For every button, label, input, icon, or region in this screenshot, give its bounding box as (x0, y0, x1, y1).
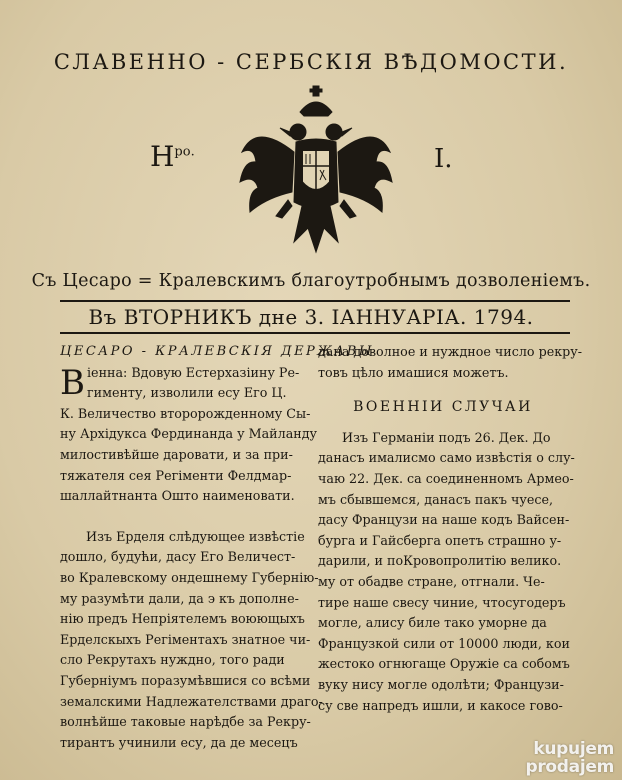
text-line: Изъ Германіи подъ 26. Дек. До (342, 429, 551, 445)
text-line: дана доволное и нуждное число рекру- (318, 344, 583, 359)
rule-bottom (60, 332, 570, 334)
text-line: шаллайтнанта Ошто наименовати. (60, 488, 295, 504)
text-line: тире наше свесу чиние, чтосугодеръ (318, 594, 566, 610)
text-line: товъ цѣло имашися можетъ. (318, 364, 509, 380)
text-line: Губерніумъ поразумѣвшися со всѣми (60, 672, 311, 688)
right-column (318, 342, 583, 716)
watermark-logo (518, 740, 614, 776)
paragraph-gap (60, 507, 308, 527)
text-line: гименту, изволили есу Его Ц. (87, 385, 287, 401)
permission-line: Съ Цесаро = Кралевскимъ благоутробнымъ дозволеніемъ. (31, 271, 591, 291)
issue-label-sup: ро. (174, 144, 195, 160)
text-line: вуку нису могле одолѣти; Французи- (318, 676, 564, 692)
masthead-title: СЛАВЕННО - СЕРБСКІЯ ВѢДОМОСТИ. (53, 50, 569, 74)
text-line: милостивѣйше даровати, и за при- (60, 446, 293, 462)
left-column-heading: ЦЕСАРО - КРАЛЕВСКІЯ ДЕРЖАВЫ (60, 344, 375, 359)
double-headed-eagle-emblem (236, 82, 396, 262)
text-line: тирантъ учинили есу, да де месецъ (60, 734, 298, 750)
watermark-line-2: prodajem (525, 757, 614, 777)
text-line: іенна: Вдовую Естерхазіину Ре- (87, 364, 300, 380)
text-line: сло Рекрутахъ нуждно, того ради (60, 652, 285, 668)
text-line: тяжателя сея Регіменти Фелдмар- (60, 467, 292, 483)
text-line: К. Величество второрожденному Сы- (60, 405, 311, 421)
right-column-heading: ВОЕННІИ СЛУЧАИ (353, 399, 533, 416)
text-line: Французкой сили от 10000 люди, кои (318, 635, 570, 651)
text-line: су све напредъ ишли, и какосе гово- (318, 697, 563, 713)
issue-label (150, 140, 195, 173)
text-line: могле, алису биле тако уморне да (318, 615, 547, 631)
issue-number: I. (434, 144, 453, 174)
text-line: во Кралевскому ондешнему Губернію- (60, 569, 319, 585)
text-line: дошло, будући, дасу Его Величест- (60, 549, 296, 565)
issue-label-main: Н (150, 140, 175, 173)
watermark-line-1: kupujem (533, 739, 614, 759)
text-line: дасу Французи на наше кодъ Вайсен- (318, 512, 570, 528)
text-line: му разумѣти дали, да э къ дополне- (60, 590, 299, 606)
text-line: данасъ ималисмо само извѣстія о слу- (318, 450, 575, 466)
left-column (60, 342, 375, 753)
text-line: Изъ Ерделя слѣдующее извѣстіе (86, 528, 305, 544)
text-line: мъ сбывшемся, данасъ пакъ чуесе, (318, 491, 553, 507)
dateline: Въ ВТОРНИКЪ дне 3. ІАННУАРІА. 1794. (88, 305, 534, 329)
text-line: чаю 22. Дек. са соединенномъ Армео- (318, 470, 574, 486)
text-line: бурга и Гайсберга опетъ страшно у- (318, 532, 562, 548)
rule-top (60, 300, 570, 302)
text-line: земалскими Надлежателствами драго- (60, 693, 323, 709)
text-line: жестоко огнюгаще Оружіе са собомъ (318, 656, 570, 672)
text-line: ну Архідукса Фердинанда у Майланду (60, 426, 317, 442)
text-line: Ерделскыхъ Регіментахъ знатное чи- (60, 631, 311, 647)
text-line: нію предъ Непріятелемъ воюющыхъ (60, 611, 305, 627)
text-line: дарили, и поКровопролитію велико. (318, 553, 562, 569)
drop-cap: В (60, 362, 85, 403)
text-line: волнѣйше таковые нарѣдбе за Рекру- (60, 714, 311, 730)
text-line: му от обадве стране, отгнали. Че- (318, 573, 545, 589)
